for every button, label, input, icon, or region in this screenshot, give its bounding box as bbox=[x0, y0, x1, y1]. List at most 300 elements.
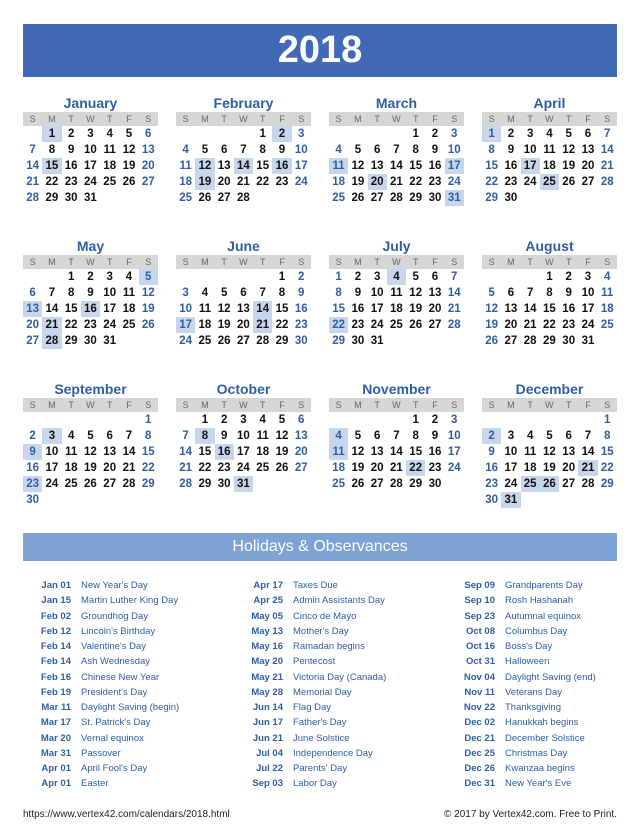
day-cell: 24 bbox=[504, 478, 518, 490]
day-cell: 7 bbox=[29, 144, 36, 156]
empty-day-cell bbox=[329, 412, 348, 428]
weekday-label: W bbox=[239, 257, 248, 267]
day-cell: 3 bbox=[451, 414, 458, 426]
weekday-label: M bbox=[201, 257, 209, 267]
day-cell: 27 bbox=[217, 192, 231, 204]
weekday-label: S bbox=[451, 400, 458, 410]
week-row bbox=[23, 460, 158, 476]
month-march bbox=[329, 95, 464, 206]
day-cell: 23 bbox=[504, 176, 518, 188]
weekday-label: S bbox=[29, 114, 36, 124]
day-cell: 2 bbox=[565, 271, 572, 283]
holiday-date: Feb 02 bbox=[40, 610, 71, 622]
day-cell: 22 bbox=[406, 460, 425, 476]
empty-day-cell bbox=[119, 412, 138, 428]
day-cell: 24 bbox=[45, 478, 59, 490]
holiday-item bbox=[447, 761, 596, 776]
holiday-item bbox=[235, 685, 386, 700]
day-cell: 4 bbox=[182, 144, 189, 156]
day-cell: 3 bbox=[182, 287, 189, 299]
day-cell: 23 bbox=[23, 476, 42, 492]
day-cell: 5 bbox=[565, 128, 572, 140]
day-cell: 17 bbox=[294, 160, 308, 172]
holiday-item bbox=[235, 761, 386, 776]
day-cell: 20 bbox=[26, 319, 40, 331]
week-row bbox=[482, 174, 617, 190]
holiday-item bbox=[235, 639, 386, 654]
day-cell: 12 bbox=[351, 446, 365, 458]
holiday-item bbox=[447, 593, 596, 608]
holiday-date: Dec 25 bbox=[464, 747, 495, 759]
month-july bbox=[329, 238, 464, 349]
day-cell: 25 bbox=[332, 478, 346, 490]
weekday-label: T bbox=[259, 257, 266, 267]
weekday-label: F bbox=[279, 400, 285, 410]
day-cell: 21 bbox=[390, 462, 403, 474]
day-cell: 11 bbox=[179, 160, 192, 172]
day-cell: 20 bbox=[141, 160, 155, 172]
holiday-name: June Solstice bbox=[293, 732, 350, 744]
day-cell: 4 bbox=[526, 430, 534, 442]
year-title: 2018 bbox=[23, 24, 617, 77]
day-cell: 28 bbox=[42, 333, 61, 349]
day-cell: 3 bbox=[87, 128, 94, 140]
day-cell: 14 bbox=[253, 301, 272, 317]
day-cell: 11 bbox=[524, 446, 537, 458]
week-row bbox=[23, 142, 158, 158]
day-cell: 22 bbox=[329, 317, 348, 333]
empty-day-cell bbox=[501, 269, 520, 285]
day-cell: 1 bbox=[482, 126, 501, 142]
day-cell: 15 bbox=[409, 160, 423, 172]
month-december bbox=[482, 381, 617, 508]
holiday-item bbox=[447, 776, 596, 791]
day-cell: 30 bbox=[294, 335, 308, 347]
weekday-label: S bbox=[488, 400, 495, 410]
holiday-date: Apr 01 bbox=[41, 763, 71, 775]
day-cell: 21 bbox=[523, 319, 537, 331]
week-row bbox=[482, 285, 617, 301]
day-cell: 25 bbox=[332, 192, 346, 204]
empty-day-cell bbox=[501, 412, 520, 428]
day-cell: 5 bbox=[354, 144, 362, 156]
day-cell: 9 bbox=[431, 144, 439, 156]
day-cell: 30 bbox=[64, 192, 78, 204]
day-cell: 15 bbox=[256, 160, 270, 172]
empty-day-cell bbox=[42, 269, 61, 285]
week-row bbox=[482, 412, 617, 428]
week-row bbox=[23, 412, 158, 428]
holiday-name: Admin Assistants Day bbox=[293, 595, 385, 607]
holiday-date: May 16 bbox=[251, 641, 283, 653]
day-cell: 8 bbox=[278, 287, 286, 299]
day-cell: 4 bbox=[546, 128, 553, 140]
weekday-label: F bbox=[432, 114, 438, 124]
holiday-name: Victoria Day (Canada) bbox=[293, 671, 387, 683]
day-cell: 19 bbox=[84, 462, 97, 474]
day-cell: 30 bbox=[26, 494, 40, 506]
weekday-label: M bbox=[48, 114, 56, 124]
weekday-label: T bbox=[412, 400, 419, 410]
day-cell: 29 bbox=[600, 478, 614, 490]
day-cell: 10 bbox=[447, 430, 461, 442]
weekday-label: T bbox=[412, 257, 419, 267]
week-row bbox=[176, 158, 311, 174]
holiday-date: Oct 08 bbox=[465, 625, 495, 637]
day-cell: 4 bbox=[125, 271, 133, 283]
empty-day-cell bbox=[521, 412, 540, 428]
day-cell: 29 bbox=[64, 335, 78, 347]
week-row bbox=[176, 428, 311, 444]
weekday-label: M bbox=[201, 400, 209, 410]
holiday-item bbox=[447, 685, 596, 700]
week-row bbox=[23, 174, 158, 190]
day-cell: 1 bbox=[42, 126, 61, 142]
day-cell: 6 bbox=[240, 287, 247, 299]
weekday-label: W bbox=[392, 114, 401, 124]
day-cell: 7 bbox=[604, 128, 611, 140]
day-cell: 17 bbox=[445, 158, 464, 174]
holiday-item bbox=[235, 731, 386, 746]
weekday-label: T bbox=[106, 400, 113, 410]
day-cell: 19 bbox=[485, 319, 499, 331]
month-november bbox=[329, 381, 464, 492]
week-row bbox=[23, 126, 158, 142]
day-cell: 31 bbox=[234, 476, 253, 492]
day-cell: 28 bbox=[390, 478, 403, 490]
day-cell: 9 bbox=[431, 430, 439, 442]
weekday-header bbox=[23, 112, 158, 126]
day-cell: 13 bbox=[217, 160, 231, 172]
day-cell: 5 bbox=[201, 144, 209, 156]
day-cell: 13 bbox=[562, 446, 576, 458]
weekday-label: F bbox=[432, 400, 438, 410]
holiday-name: Daylight Saving (begin) bbox=[81, 702, 180, 714]
weekday-label: W bbox=[545, 400, 554, 410]
day-cell: 7 bbox=[393, 430, 400, 442]
day-cell: 17 bbox=[581, 303, 595, 315]
month-may bbox=[23, 238, 158, 349]
day-cell: 17 bbox=[84, 160, 97, 172]
empty-day-cell bbox=[234, 126, 253, 142]
day-cell: 8 bbox=[195, 428, 214, 444]
holiday-date: Oct 31 bbox=[465, 656, 495, 668]
day-cell: 11 bbox=[256, 430, 269, 442]
day-cell: 18 bbox=[64, 462, 78, 474]
week-row bbox=[176, 301, 311, 317]
holiday-date: Sep 10 bbox=[464, 595, 495, 607]
week-row bbox=[482, 333, 617, 349]
day-cell: 22 bbox=[64, 319, 78, 331]
day-cell: 25 bbox=[600, 319, 614, 331]
day-cell: 9 bbox=[488, 446, 495, 458]
day-cell: 28 bbox=[237, 192, 250, 204]
weekday-label: T bbox=[374, 400, 380, 410]
day-cell: 4 bbox=[67, 430, 75, 442]
day-cell: 23 bbox=[562, 319, 576, 331]
day-cell: 12 bbox=[84, 446, 97, 458]
day-cell: 29 bbox=[198, 478, 212, 490]
week-row bbox=[176, 269, 311, 285]
week-row bbox=[176, 190, 311, 206]
holiday-date: Jul 22 bbox=[256, 763, 283, 775]
month-name: November bbox=[362, 381, 431, 397]
holiday-name: Chinese New Year bbox=[81, 671, 160, 683]
holiday-name: Rosh Hashanah bbox=[505, 595, 574, 607]
day-cell: 27 bbox=[581, 176, 595, 188]
weekday-header bbox=[176, 255, 311, 269]
day-cell: 19 bbox=[351, 462, 365, 474]
empty-day-cell bbox=[578, 412, 597, 428]
holiday-name: Thanksgiving bbox=[505, 702, 561, 714]
day-cell: 6 bbox=[220, 144, 228, 156]
day-cell: 1 bbox=[412, 414, 419, 426]
month-september bbox=[23, 381, 158, 508]
day-cell: 6 bbox=[507, 287, 515, 299]
day-cell: 31 bbox=[445, 190, 464, 206]
week-row bbox=[482, 158, 617, 174]
holiday-date: Sep 09 bbox=[464, 580, 495, 591]
weekday-label: S bbox=[451, 257, 458, 267]
day-cell: 8 bbox=[412, 430, 419, 442]
holiday-name: Memorial Day bbox=[293, 686, 352, 698]
day-cell: 20 bbox=[428, 303, 442, 315]
month-name: September bbox=[54, 381, 127, 397]
day-cell: 10 bbox=[294, 144, 308, 156]
day-cell: 25 bbox=[390, 319, 403, 331]
holiday-item bbox=[23, 731, 179, 746]
weekday-label: F bbox=[279, 257, 285, 267]
day-cell: 26 bbox=[562, 176, 576, 188]
day-cell: 19 bbox=[141, 303, 155, 315]
day-cell: 27 bbox=[294, 462, 308, 474]
week-row bbox=[482, 444, 617, 460]
day-cell: 23 bbox=[428, 176, 442, 188]
holiday-name: Veterans Day bbox=[505, 686, 563, 698]
holiday-date: Apr 25 bbox=[253, 595, 283, 607]
holiday-name: Labor Day bbox=[293, 778, 337, 790]
holiday-column bbox=[23, 578, 179, 792]
weekday-label: S bbox=[335, 114, 342, 124]
day-cell: 27 bbox=[237, 335, 250, 347]
weekday-header bbox=[482, 112, 617, 126]
holiday-item bbox=[23, 685, 179, 700]
day-cell: 10 bbox=[504, 446, 518, 458]
day-cell: 21 bbox=[26, 176, 40, 188]
holiday-item bbox=[235, 670, 386, 685]
day-cell: 17 bbox=[103, 303, 117, 315]
weekday-header bbox=[329, 255, 464, 269]
day-cell: 13 bbox=[237, 303, 250, 315]
week-row bbox=[23, 476, 158, 492]
empty-day-cell bbox=[176, 126, 195, 142]
week-row bbox=[176, 476, 311, 492]
holiday-name: Ramadan begins bbox=[293, 641, 365, 653]
day-cell: 25 bbox=[122, 319, 136, 331]
day-cell: 11 bbox=[65, 446, 78, 458]
day-cell: 23 bbox=[217, 462, 231, 474]
day-cell: 12 bbox=[275, 430, 289, 442]
day-cell: 19 bbox=[351, 176, 365, 188]
weekday-label: M bbox=[354, 114, 362, 124]
month-name: June bbox=[227, 238, 260, 254]
day-cell: 21 bbox=[578, 460, 597, 476]
weekday-label: S bbox=[604, 400, 611, 410]
weekday-header bbox=[329, 112, 464, 126]
week-row bbox=[329, 333, 464, 349]
day-cell: 20 bbox=[368, 174, 387, 190]
day-cell: 9 bbox=[354, 287, 362, 299]
weekday-label: W bbox=[86, 400, 95, 410]
day-cell: 21 bbox=[600, 160, 614, 172]
weekday-label: M bbox=[354, 257, 362, 267]
week-row bbox=[176, 333, 311, 349]
week-row bbox=[329, 301, 464, 317]
empty-day-cell bbox=[482, 269, 501, 285]
holiday-name: Hanukkah begins bbox=[505, 717, 579, 729]
weekday-label: T bbox=[221, 400, 227, 410]
day-cell: 4 bbox=[329, 428, 348, 444]
holiday-name: Independence Day bbox=[293, 747, 373, 759]
month-january bbox=[23, 95, 158, 206]
month-grid bbox=[23, 95, 617, 520]
day-cell: 23 bbox=[485, 478, 499, 490]
holiday-name: Daylight Saving (end) bbox=[505, 671, 596, 683]
day-cell: 1 bbox=[201, 414, 209, 426]
day-cell: 20 bbox=[237, 319, 250, 331]
day-cell: 15 bbox=[141, 446, 155, 458]
holiday-item bbox=[23, 639, 179, 654]
day-cell: 28 bbox=[600, 176, 614, 188]
holiday-name: Ash Wednesday bbox=[81, 656, 151, 668]
day-cell: 16 bbox=[428, 160, 442, 172]
weekday-label: W bbox=[545, 114, 554, 124]
day-cell: 4 bbox=[259, 414, 266, 426]
weekday-label: W bbox=[239, 400, 248, 410]
weekday-label: T bbox=[106, 114, 113, 124]
day-cell: 19 bbox=[122, 160, 136, 172]
day-cell: 18 bbox=[103, 160, 117, 172]
day-cell: 26 bbox=[275, 462, 289, 474]
footer-copyright: © 2017 by Vertex42.com. Free to Print. bbox=[443, 809, 617, 820]
day-cell: 2 bbox=[507, 128, 515, 140]
day-cell: 28 bbox=[523, 335, 537, 347]
day-cell: 25 bbox=[540, 174, 559, 190]
day-cell: 14 bbox=[390, 446, 403, 458]
holiday-name: Columbus Day bbox=[505, 625, 568, 637]
holiday-item bbox=[23, 761, 179, 776]
day-cell: 26 bbox=[351, 478, 365, 490]
weekday-label: F bbox=[126, 400, 132, 410]
day-cell: 15 bbox=[198, 446, 212, 458]
footer-url-link[interactable]: https://www.vertex42.com/calendars/2018.html bbox=[23, 809, 230, 820]
holiday-name: Halloween bbox=[505, 656, 550, 668]
day-cell: 10 bbox=[581, 287, 595, 299]
weekday-label: S bbox=[182, 400, 189, 410]
day-cell: 1 bbox=[145, 414, 152, 426]
week-row bbox=[329, 174, 464, 190]
day-cell: 3 bbox=[240, 414, 247, 426]
day-cell: 21 bbox=[253, 317, 272, 333]
day-cell: 6 bbox=[145, 128, 152, 140]
holiday-item bbox=[23, 624, 179, 639]
day-cell: 4 bbox=[335, 144, 342, 156]
day-cell: 16 bbox=[215, 444, 234, 460]
empty-day-cell bbox=[559, 412, 578, 428]
day-cell: 14 bbox=[234, 158, 253, 174]
day-cell: 29 bbox=[141, 478, 155, 490]
day-cell: 21 bbox=[42, 317, 61, 333]
holiday-date: Apr 01 bbox=[41, 778, 71, 790]
weekday-label: M bbox=[201, 114, 209, 124]
day-cell: 12 bbox=[141, 287, 155, 299]
week-row bbox=[176, 444, 311, 460]
holiday-item bbox=[23, 670, 179, 685]
holiday-date: Feb 14 bbox=[40, 656, 71, 668]
day-cell: 13 bbox=[370, 446, 384, 458]
day-cell: 18 bbox=[390, 303, 403, 315]
week-row bbox=[482, 126, 617, 142]
holiday-item bbox=[23, 609, 179, 624]
day-cell: 30 bbox=[562, 335, 576, 347]
day-cell: 7 bbox=[393, 144, 400, 156]
week-row bbox=[329, 428, 464, 444]
holiday-date: Nov 04 bbox=[463, 671, 495, 683]
holiday-name: Vernal equinox bbox=[81, 732, 144, 744]
weekday-label: T bbox=[527, 114, 533, 124]
day-cell: 12 bbox=[543, 446, 556, 458]
day-cell: 6 bbox=[584, 128, 592, 140]
day-cell: 1 bbox=[412, 128, 419, 140]
weekday-label: T bbox=[259, 400, 266, 410]
week-row bbox=[23, 333, 158, 349]
day-cell: 14 bbox=[600, 144, 614, 156]
day-cell: 26 bbox=[540, 476, 559, 492]
empty-day-cell bbox=[62, 412, 81, 428]
day-cell: 18 bbox=[332, 176, 346, 188]
holiday-date: Jun 21 bbox=[252, 732, 283, 744]
day-cell: 22 bbox=[275, 319, 289, 331]
day-cell: 24 bbox=[237, 462, 250, 474]
holiday-item bbox=[235, 624, 386, 639]
week-row bbox=[482, 428, 617, 444]
holiday-date: Dec 21 bbox=[464, 732, 495, 744]
day-cell: 7 bbox=[526, 287, 534, 299]
month-name: July bbox=[382, 238, 411, 254]
holiday-date: Dec 26 bbox=[464, 763, 495, 775]
day-cell: 5 bbox=[354, 430, 362, 442]
weekday-label: M bbox=[48, 400, 56, 410]
day-cell: 11 bbox=[198, 303, 211, 315]
day-cell: 18 bbox=[198, 319, 212, 331]
month-name: March bbox=[375, 95, 418, 111]
holiday-name: Passover bbox=[81, 747, 121, 759]
empty-day-cell bbox=[482, 412, 501, 428]
day-cell: 10 bbox=[84, 144, 97, 156]
weekday-label: S bbox=[29, 257, 36, 267]
day-cell: 5 bbox=[488, 287, 495, 299]
day-cell: 2 bbox=[482, 428, 501, 444]
empty-day-cell bbox=[521, 269, 540, 285]
weekday-label: T bbox=[374, 114, 380, 124]
holiday-name: Martin Luther King Day bbox=[81, 595, 179, 607]
week-row bbox=[329, 142, 464, 158]
day-cell: 20 bbox=[581, 160, 595, 172]
day-cell: 1 bbox=[278, 271, 286, 283]
weekday-label: S bbox=[29, 400, 36, 410]
day-cell: 1 bbox=[546, 271, 553, 283]
week-row bbox=[23, 492, 158, 508]
